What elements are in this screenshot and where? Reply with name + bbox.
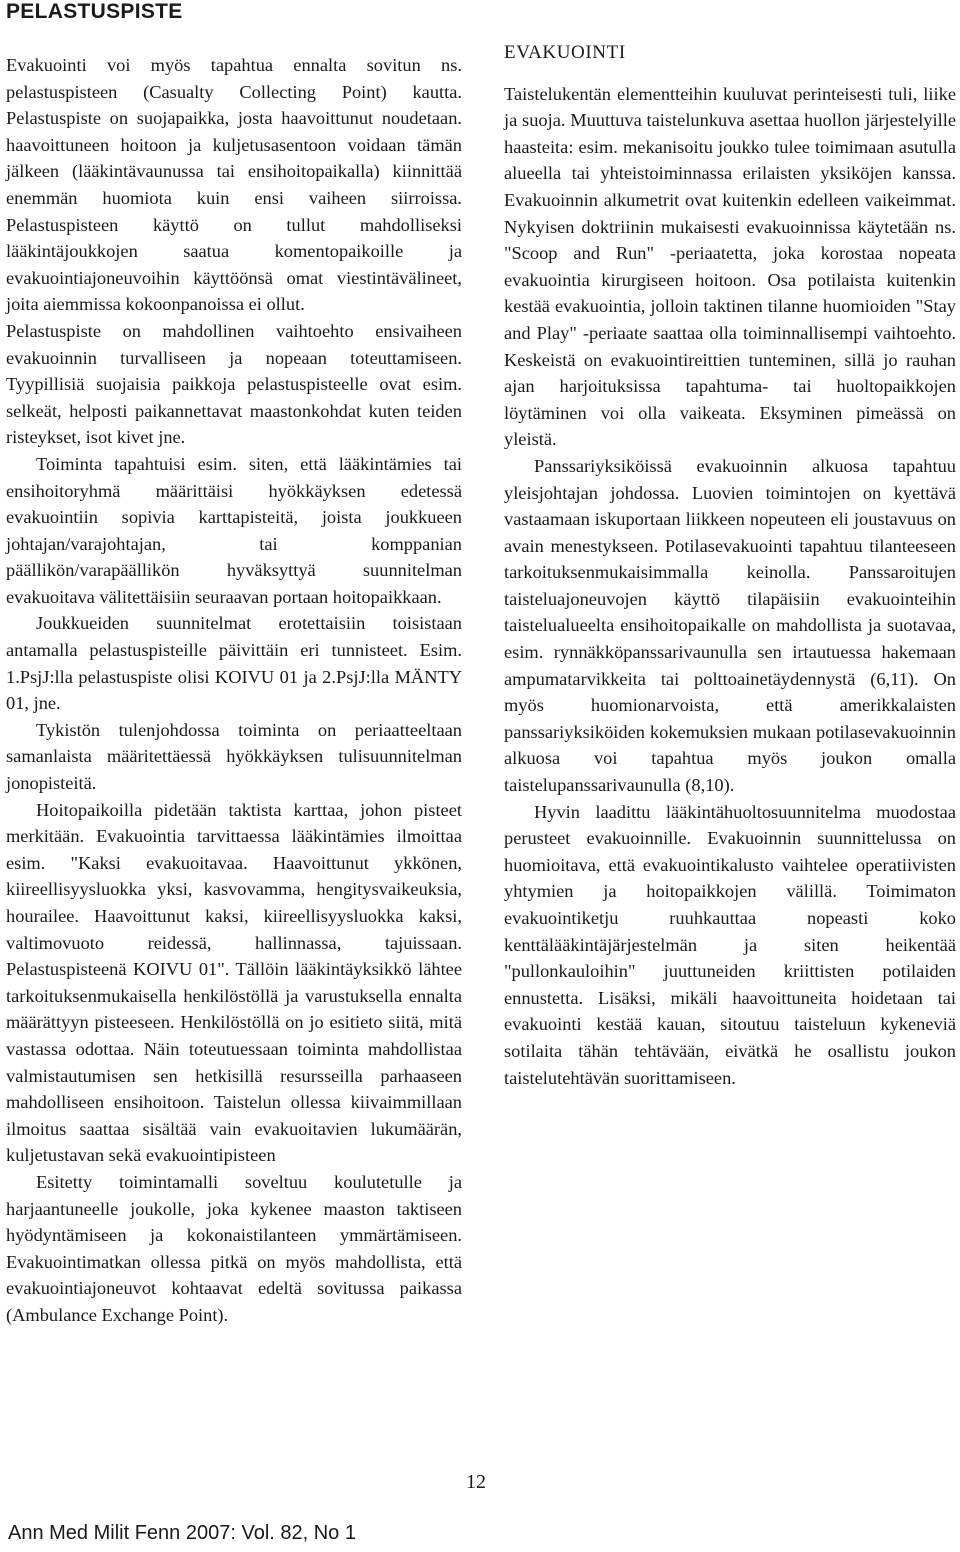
paragraph: Hyvin laadittu lääkintähuoltosuunnitelma muodostaa perusteet evakuoinnille. Evakuoinnin suunnittelussa on huomioitava, että evakuointikalusto vaihtelee operatiivisten yhtymien ja hoitopaikkojen välillä. Toimimaton evakuointiketju ruuhkauttaa nopeasti koko kenttälääkintäjärjestelmän ja siten heikentää "pullonkauloihin" juuttuneiden kriittisten potilaiden ennustetta. Lisäksi, mikäli haavoittuneita hoidetaan tai evakuointi kestää kauan, sitoutuu taisteluun kykeneviä sotilaita tähän tehtävään, eivätkä he osallistu joukon taistelutehtävän suorittamiseen.	[504, 801, 956, 1088]
left-column	[6, 0, 462, 1329]
paragraph: Pelastuspiste on mahdollinen vaihtoehto ensivaiheen evakuoinnin turvalliseen ja nopeaan toteuttamiseen. Tyypillisiä suojaisia paikkoja pelastuspisteelle ovat esim. selkeät, helposti paikannettavat maastonkohdat kuten teiden risteykset, isot kivet jne.	[6, 320, 462, 448]
paragraph: Toiminta tapahtuisi esim. siten, että lääkintämies tai ensihoitoryhmä määrittäisi hyökkäyksen edetessä evakuointiin sopivia karttapisteitä, joista joukkueen johtajan/varajohtajan, tai komppanian päällikön/varapäällikön hyväksyttyä suunnitelman evakuoitava välitettäisiin seuraavan portaan hoitopaikkaan.	[6, 453, 462, 607]
right-column	[504, 0, 956, 1091]
paragraph: Panssariyksiköissä evakuoinnin alkuosa tapahtuu yleisjohtajan johdossa. Luovien toimintojen on kyettävä vastaamaan iskuportaan liikkeen nopeuteen eli joustavuus on avain menestykseen. Potilasevakuointi tapahtuu tilanteeseen tarkoituksenmukaisimmalla keinolla. Panssaroitujen taisteluajoneuvojen käyttö tilapäisiin evakuointeihin taistelualueelta ensihoitopaikalle on mahdollista ja suotavaa, esim. rynnäkköpanssarivaunulla sen irtautuessa hakemaan ampumatarvikkeita tai polttoainetäydennystä (6,11). On myös huomionarvoista, että amerikkalaisten panssariyksiköiden kokemuksien mukaan potilasevakuoinnin alkuosa voi tapahtua myös joukon omalla taistelupanssarivaunulla (8,10).	[504, 455, 956, 796]
paragraph: Esitetty toimintamalli soveltuu koulutetulle ja harjaantuneelle joukolle, joka kykenee maaston taktiseen hyödyntämiseen ja kokonaistilanteen ymmärtämiseen. Evakuointimatkan ollessa pitkä on myös mahdollista, että evakuointiajoneuvot kohtaavat edeltä sovitussa paikassa (Ambulance Exchange Point).	[6, 1171, 462, 1325]
paragraph: Joukkueiden suunnitelmat erotettaisiin toisistaan antamalla pelastuspisteille päivittäin eri tunnisteet. Esim. 1.PsjJ:lla pelastuspiste olisi KOIVU 01 ja 2.PsjJ:lla MÄNTY 01, jne.	[6, 613, 462, 714]
section-title: PELASTUSPISTE	[6, 0, 183, 23]
paragraph: Taistelukentän elementteihin kuuluvat perinteisesti tuli, liike ja suoja. Muuttuva taistelunkuva asettaa huollon järjestelyille haasteita: esim. mekanisoitu joukko tulee toimimaan asutulla alueella tai yhteistoiminnassa erilaisten yksiköjen kanssa. Evakuoinnin alkumetrit ovat kuitenkin edelleen vaikeimmat. Nykyisen doktriinin mukaisesti evakuoinnissa käytetään ns. "Scoop and Run" -periaatetta, joka korostaa nopeata evakuointia kirurgiseen hoitoon. Osa potilaista kuitenkin kestää evakuointia, jolloin taktinen tilanne huomioiden "Stay and Play" -periaate saattaa olla toiminnallisempi vaihtoehto. Keskeistä on evakuointireittien tunteminen, sillä jo rauhan ajan harjoituksissa tapahtuma- tai huoltopaikkojen löytäminen voi olla vaikeata. Eksyminen pimeässä on yleistä.	[504, 83, 956, 450]
subheading: EVAKUOINTI	[504, 42, 626, 63]
journal-footer: Ann Med Milit Fenn 2007: Vol. 82, No 1	[8, 1522, 356, 1544]
paragraph: Evakuointi voi myös tapahtua ennalta sovitun ns. pelastuspisteen (Casualty Collecting Point) kautta. Pelastuspiste on suojapaikka, josta haavoittunut noudetaan. haavoittuneen hoitoon ja kuljetusasentoon voidaan tämän jälkeen (lääkintävaunussa tai ensihoitopaikalla) kiinnittää enemmän huomiota kuin ensi vaiheen siirroissa. Pelastuspisteen käyttö on tullut mahdolliseksi lääkintäjoukkojen saatua komentopaikoille ja evakuointiajoneuvoihin käyttöönsä omat viestintävälineet, joita aiemmissa kokoonpanoissa ei ollut.	[6, 55, 462, 315]
paragraph: Tykistön tulenjohdossa toiminta on periaatteeltaan samanlaista määritettäessä hyökkäyksen tulisuunnitelman jonopisteitä.	[6, 719, 462, 794]
paragraph: Hoitopaikoilla pidetään taktista karttaa, johon pisteet merkitään. Evakuointia tarvittaessa lääkintämies ilmoittaa esim. "Kaksi evakuoitavaa. Haavoittunut ykkönen, kiireellisyysluokka yksi, kasvovamma, hengitysvaikeuksia, hourailee. Haavoittunut kaksi, kiireellisyysluokka kaksi, valtimovuoto reidessä, hallinnassa, tajuissaan. Pelastuspisteenä KOIVU 01". Tällöin lääkintäyksikkö lähtee tarkoituksenmukaisella henkilöstöllä ja varustuksella ennalta määrättyyn pisteeseen. Henkilöstöllä on jo esitieto siitä, mitä vastassa odottaa. Näin toteutuessaan toiminta mahdollistaa valmistautumisen sen hetkisillä resursseilla parhaaseen mahdolliseen ensihoitoon. Taistelun ollessa kiivaimmillaan ilmoitus saattaa sisältää vain evakuoitavien lukumäärän, kuljetustavan sekä evakuointipisteen	[6, 799, 462, 1166]
page-number: 12	[466, 1471, 486, 1493]
